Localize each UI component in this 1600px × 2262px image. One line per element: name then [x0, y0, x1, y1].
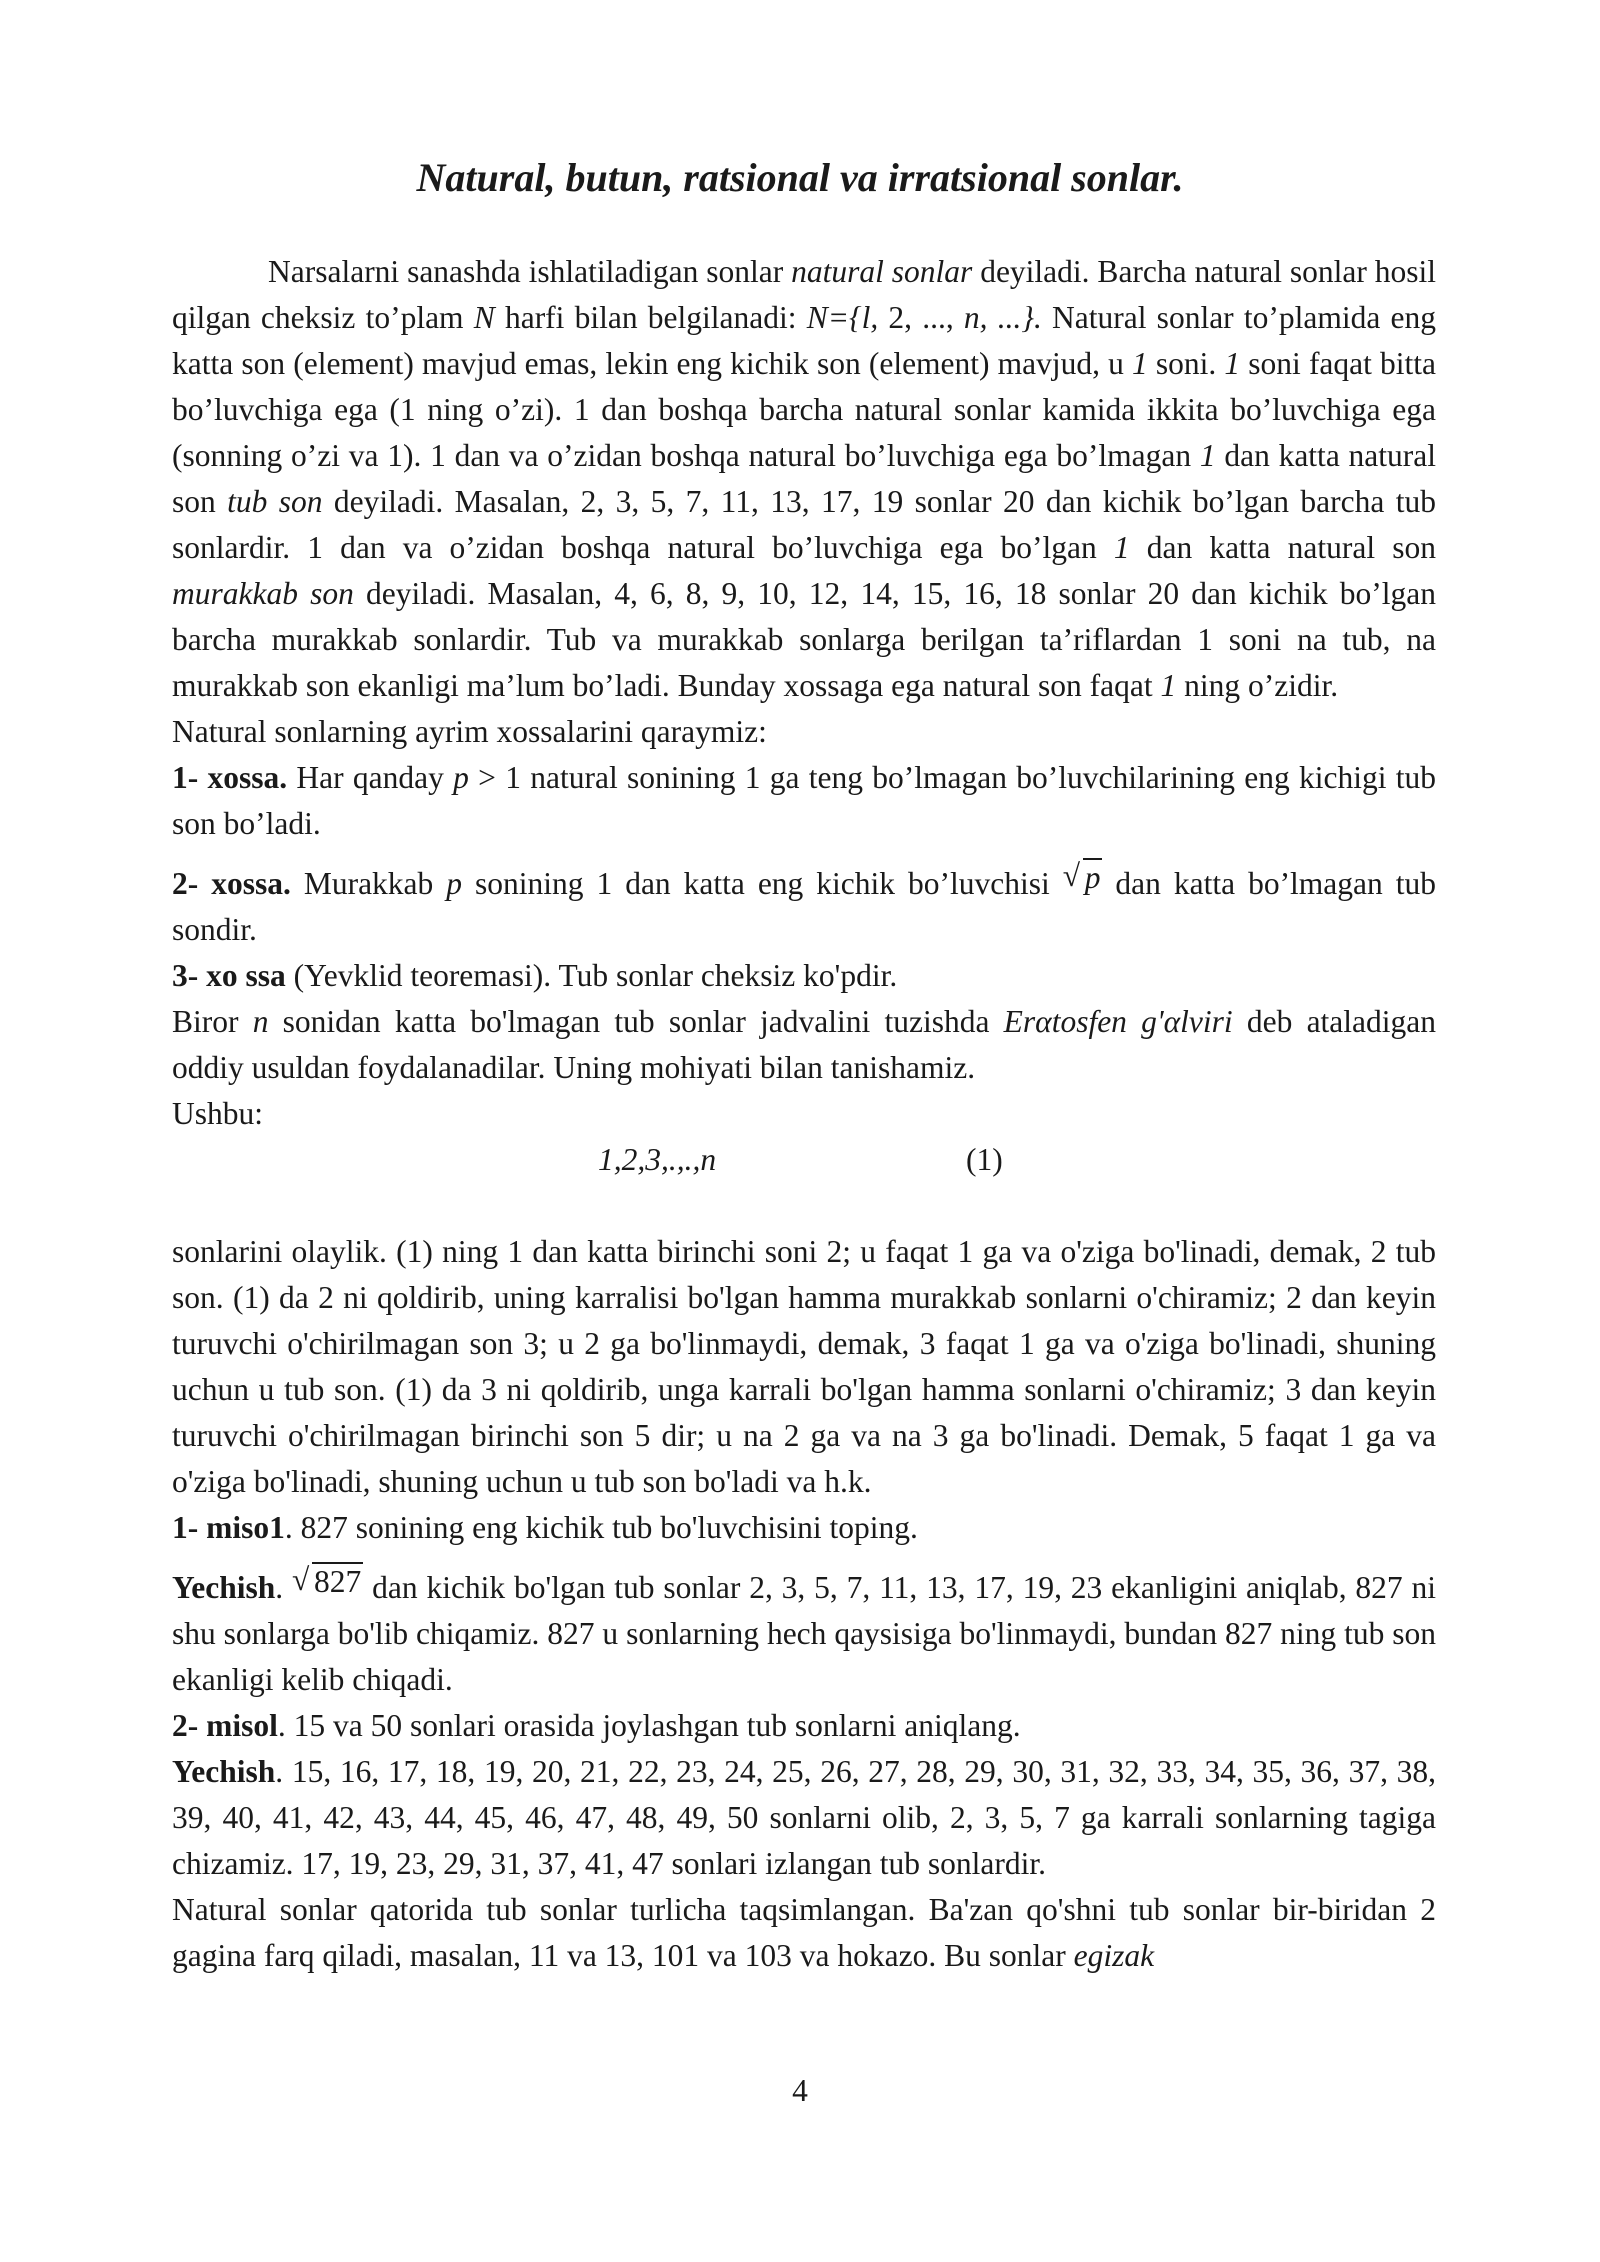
text: . 827 sonining eng kichik tub bo'luvchisini toping. — [284, 1510, 918, 1545]
emphasis: Erαtosfen g'αlviri — [1003, 1004, 1233, 1039]
solution-2 — [172, 1749, 1436, 1887]
spacer — [172, 1183, 1436, 1229]
emphasis: 1 — [1199, 438, 1216, 473]
text: Natural sonlar qatorida tub sonlar turlicha taqsimlangan. Ba'zan qo'shni tub sonlar bir-biridan 2 gagina farq qiladi, masalan, 11 va 13, 101 va 103 va hokazo. Bu sonlar — [172, 1892, 1436, 1973]
emphasis: natural sonlar — [791, 254, 973, 289]
radical-sign: √ — [292, 1562, 310, 1597]
emphasis: tub son — [227, 484, 323, 519]
emphasis: 1 — [1113, 530, 1130, 565]
square-root-formula — [292, 1562, 363, 1599]
solution-label: Yechish — [172, 1754, 276, 1789]
emphasis: N={l, — [806, 300, 879, 335]
property-label: 2- xossa. — [172, 866, 291, 901]
paragraph-eratosthenes — [172, 999, 1436, 1091]
text: . — [275, 1570, 293, 1605]
radicand: 827 — [314, 1564, 362, 1599]
formula-expression: 1,2,3,.,.,n — [598, 1142, 717, 1177]
text: . 15 va 50 sonlari orasida joylashgan tub sonlarni aniqlang. — [277, 1708, 1021, 1743]
text: soni. — [1147, 346, 1225, 381]
square-root-formula — [1062, 858, 1103, 895]
text: dan katta bo’lmagan tub sondir. — [172, 866, 1436, 947]
display-formula — [172, 1137, 1436, 1183]
page-title: Natural, butun, ratsional va irratsional sonlar. — [416, 155, 1184, 200]
text: Har qanday — [287, 760, 454, 795]
emphasis: p — [453, 760, 469, 795]
property-label: 3- xo ssa — [172, 958, 286, 993]
example-label: 2- misol — [172, 1708, 278, 1743]
text: ning o’zidir. — [1176, 668, 1339, 703]
text: Biror — [172, 1004, 253, 1039]
text: Natural sonlar to’plamida eng katta son (element) mavjud emas, lekin eng kichik son (element) mavjud, u — [172, 300, 1436, 381]
text: deyiladi. Masalan, 4, 6, 8, 9, 10, 12, 14, 15, 16, 18 sonlar 20 dan kichik bo’lgan barcha murakkab sonlardir. Tub va murakkab sonlarga berilgan ta’riflardan 1 soni na tub, na murakkab son ekanligi ma’lum bo’ladi. Bunday xossaga ega natural son faqat — [172, 576, 1436, 703]
text: deb ataladigan oddiy usuldan foydalanadilar. Uning mohiyati bilan tanishamiz. — [172, 1004, 1436, 1085]
paragraph-ushbu: Ushbu: — [172, 1096, 264, 1131]
property-1 — [172, 755, 1436, 847]
emphasis: egizak — [1073, 1938, 1155, 1973]
text: > 1 natural sonining 1 ga teng bo’lmagan bo’luvchilarining eng kichigi tub son bo’ladi. — [172, 760, 1436, 841]
paragraph-sieve-procedure: sonlarini olaylik. (1) ning 1 dan katta birinchi soni 2; u faqat 1 ga va o'ziga bo'linadi, demak, 2 tub son. (1) da 2 ni qoldirib, uning karralisi bo'lgan hamma murakkab sonlarni o'chiramiz; 2 dan keyin turuvchi o'chirilmagan son 3; u 2 ga bo'linmaydi, demak, 3 faqat 1 ga va o'ziga bo'linadi, shuning uchun u tub son. (1) da 3 ni qoldirib, unga karrali bo'lgan hamma sonlarni o'chiramiz; 3 dan keyin turuvchi o'chirilmagan birinchi son 5 dir; u na 2 ga va na 3 ga bo'linadi. Demak, 5 faqat 1 ga va o'ziga bo'linadi, shuning uchun u tub son bo'ladi va h.k. — [172, 1234, 1436, 1499]
solution-1 — [172, 1562, 1437, 1703]
text: 2, ..., — [878, 300, 964, 335]
example-2 — [172, 1703, 1436, 1749]
radicand: p — [1084, 860, 1101, 895]
text: Narsalarni sanashda ishlatiladigan sonlar — [268, 254, 792, 289]
emphasis: N — [473, 300, 495, 335]
formula-number: (1) — [966, 1142, 1003, 1177]
text: (Yevklid teoremasi). Tub sonlar cheksiz ko'pdir. — [285, 958, 898, 993]
text: Murakkab — [290, 866, 447, 901]
example-label: 1- miso1 — [172, 1510, 285, 1545]
example-1 — [172, 1505, 1436, 1551]
text: . 15, 16, 17, 18, 19, 20, 21, 22, 23, 24, 25, 26, 27, 28, 29, 30, 31, 32, 33, 34, 35, 36, 37, 38, 39, 40, 41, 42, 43, 44, 45, 46, 47, 48, 49, 50 sonlarni olib, 2, 3, 5, 7 ga karrali sonlarning tagiga chizamiz. 17, 19, 23, 29, 31, 37, 41, 47 sonlari izlangan tub sonlardir. — [172, 1754, 1436, 1881]
property-2 — [172, 858, 1436, 953]
text: sonining 1 dan katta eng kichik bo’luvchisi — [462, 866, 1063, 901]
emphasis: 1 — [1160, 668, 1177, 703]
text: dan katta natural son — [172, 438, 1437, 519]
paragraph-natural-numbers — [172, 249, 1436, 709]
page-number: 4 — [792, 2073, 808, 2108]
text: dan katta natural son — [1129, 530, 1436, 565]
text: sonidan katta bo'lmagan tub sonlar jadvalini tuzishda — [268, 1004, 1004, 1039]
paragraph-twin-primes — [172, 1887, 1436, 1979]
emphasis: p — [446, 866, 463, 901]
emphasis: murakkab son — [172, 576, 354, 611]
text: deyiladi. Masalan, 2, 3, 5, 7, 11, 13, 17, 19 sonlar 20 dan kichik bo’lgan barcha tub sonlardir. 1 dan va o’zidan boshqa natural bo’luvchiga ega bo’lgan — [172, 484, 1436, 565]
text: soni faqat bitta bo’luvchiga ega (1 ning o’zi). 1 dan boshqa barcha natural sonlar kamida ikkita bo’luvchiga ega (sonning o’zi va 1). 1 dan va o’zidan boshqa natural bo’luvchiga ega bo’lmagan — [172, 346, 1437, 473]
radical-sign: √ — [1062, 858, 1080, 893]
emphasis: n, ...}. — [963, 300, 1042, 335]
property-3 — [172, 953, 1436, 999]
text: harfi bilan belgilanadi: — [494, 300, 807, 335]
document-body — [172, 249, 1436, 1979]
paragraph-properties-intro: Natural sonlarning ayrim xossalarini qaraymiz: — [172, 714, 767, 749]
emphasis: 1 — [1132, 346, 1148, 381]
solution-label: Yechish — [172, 1570, 276, 1605]
emphasis: 1 — [1224, 346, 1241, 381]
emphasis: n — [252, 1004, 269, 1039]
text: dan kichik bo'lgan tub sonlar 2, 3, 5, 7, 11, 13, 17, 19, 23 ekanligini aniqlab, 827 ni shu sonlarga bo'lib chiqamiz. 827 u sonlarning hech qaysisiga bo'linmaydi, bundan 827 ning tub son ekanligi kelib chiqadi. — [172, 1570, 1437, 1697]
property-label: 1- xossa. — [172, 760, 288, 795]
text: deyiladi. Barcha natural sonlar hosil qilgan cheksiz to’plam — [172, 254, 1436, 335]
